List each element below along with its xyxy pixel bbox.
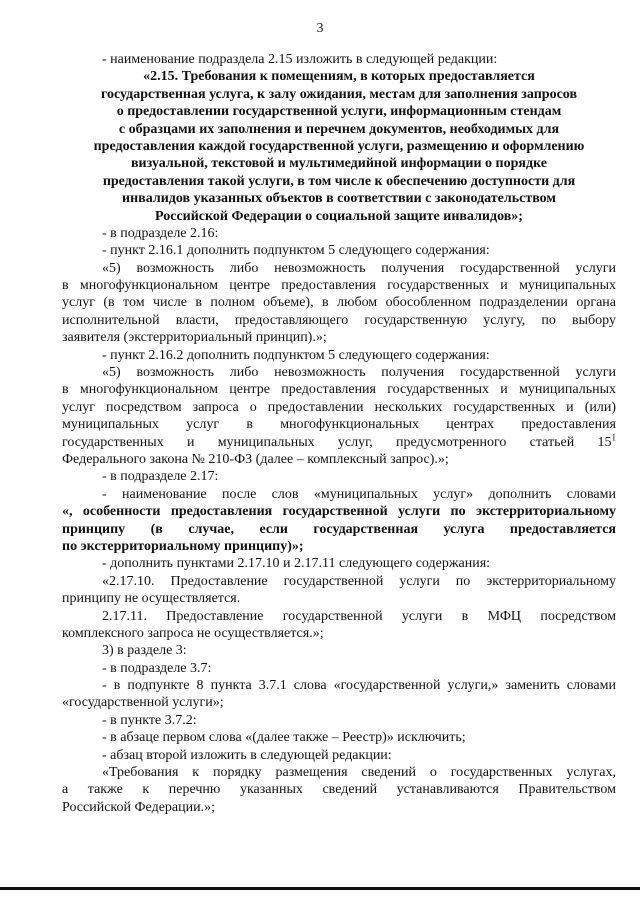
text-line-content: услуг (в том числе в полном объеме), в любом обособленном подразделении органа [62, 295, 616, 311]
text-line-content: в многофункциональном центре предоставления государственных и муниципальных [62, 382, 616, 398]
text-line [62, 451, 616, 468]
text-line [62, 521, 616, 538]
text-line-content: «2.17.10. Предоставление государственной услуги по экстерриториальному [102, 573, 616, 589]
text-line-content: - в абзаце первом слова «(далее также – Реестр)» исключить; [102, 730, 466, 746]
text-line [62, 431, 616, 451]
text-line [62, 625, 616, 642]
text-line-content: муниципальных услуг в многофункциональных центрах предоставления [62, 417, 616, 433]
text-line [62, 364, 616, 381]
text-line [62, 312, 616, 329]
text-line-content: Федерального закона № 210-ФЗ (далее – комплексный запрос).»; [62, 451, 449, 467]
text-line-content: 2.17.11. Предоставление государственной услуги в МФЦ посредством [102, 608, 616, 624]
text-line-content: принципу (в случае, если государственная услуга предоставляется [62, 521, 616, 537]
text-line-content: - наименование после слов «муниципальных услуг» дополнить словами [102, 486, 616, 502]
text-line-content: «5) возможность либо невозможность получения государственной услуги [102, 260, 616, 276]
text-line-content: - наименование подраздела 2.15 изложить в следующей редакции: [102, 52, 498, 67]
text-line [62, 573, 616, 590]
text-line [62, 677, 616, 694]
text-line-content: комплексного запроса не осуществляется.»; [62, 625, 324, 641]
page-number: 3 [316, 21, 324, 36]
text-line [62, 103, 616, 120]
text-line [62, 190, 616, 207]
text-line [62, 747, 616, 764]
text-line [62, 660, 616, 677]
text-line [62, 590, 616, 607]
text-line [62, 416, 616, 433]
text-line [62, 642, 616, 659]
text-line-content: по экстерриториальному принципу)»; [62, 538, 304, 554]
text-line-content: - в пункте 3.7.2: [102, 712, 197, 728]
text-line-content: - в подразделе 2.16: [102, 225, 219, 241]
text-line-content: - дополнить пунктами 2.17.10 и 2.17.11 следующего содержания: [102, 556, 491, 572]
text-line [62, 68, 616, 85]
text-line [62, 138, 616, 155]
text-line [62, 468, 616, 485]
text-line [62, 399, 616, 416]
text-line-content: предоставления каждой государственной услуги, размещению и оформлению [93, 138, 585, 154]
text-line [62, 764, 616, 781]
text-line-content: - абзац второй изложить в следующей редакции: [102, 747, 392, 763]
text-line [62, 51, 616, 68]
text-line [62, 712, 616, 729]
text-line [62, 225, 616, 242]
text-line [62, 781, 616, 798]
text-line-content: с образцами их заполнения и перечнем документов, необходимых для [118, 121, 560, 137]
text-line [62, 729, 616, 746]
text-line [62, 277, 616, 294]
text-line [62, 486, 616, 503]
document-body [62, 51, 616, 816]
text-line-content: - в подпункте 8 пункта 3.7.1 слова «государственной услуги,» заменить словами [102, 678, 616, 694]
superscript: 1 [611, 431, 616, 442]
text-line-content: услуг посредством запроса о предоставлении нескольких государственных и (или) [62, 399, 616, 415]
text-line [62, 694, 616, 711]
text-line-content: визуальной, текстовой и мультимедийной информации о порядке [131, 156, 547, 172]
text-line-content: заявителя (экстерриториальный принцип).»; [62, 330, 327, 346]
text-line [62, 86, 616, 103]
text-line-content: - пункт 2.16.2 дополнить подпунктом 5 следующего содержания: [102, 347, 490, 363]
text-line-content: а также к перечню указанных сведений устанавливаются Правительством [62, 782, 616, 798]
scan-bottom-rule [0, 887, 640, 890]
text-line-content: Российской Федерации о социальной защите инвалидов»; [155, 208, 523, 224]
text-line [62, 121, 616, 138]
text-line [62, 173, 616, 190]
text-line-content: инвалидов указанных объектов в соответствии с законодательством [122, 191, 556, 207]
text-line-content: в многофункциональном центре предоставления государственных и муниципальных [62, 278, 616, 294]
text-line [62, 555, 616, 572]
text-line-content: «Требования к порядку размещения сведений о государственных услугах, [102, 765, 616, 781]
text-line [62, 242, 616, 259]
text-line-content: «2.15. Требования к помещениям, в которых предоставляется [143, 69, 535, 85]
text-line [62, 799, 616, 816]
text-line-content: государственная услуга, к залу ожидания, местам для заполнения запросов [100, 86, 578, 102]
text-line-content: 3) в разделе 3: [102, 643, 187, 659]
text-line [62, 260, 616, 277]
text-line [62, 347, 616, 364]
text-line [62, 294, 616, 311]
text-line [62, 208, 616, 225]
text-line-content: «5) возможность либо невозможность получения государственной услуги [102, 365, 616, 381]
text-line-content: «государственной услуги»; [62, 695, 224, 711]
text-line-content: - пункт 2.16.1 дополнить подпунктом 5 следующего содержания: [102, 243, 490, 259]
text-line-content: - в подразделе 2.17: [102, 469, 219, 485]
text-line-content: государственных и муниципальных услуг, предусмотренного статьей 15 [62, 434, 612, 450]
text-line [62, 608, 616, 625]
text-line [62, 503, 616, 520]
text-line-content: «, особенности предоставления государственной услуги по экстерриториальному [62, 504, 616, 520]
text-line [62, 329, 616, 346]
text-line-content: принципу не осуществляется. [62, 591, 241, 607]
text-line-content: - в подразделе 3.7: [102, 660, 212, 676]
text-line [62, 381, 616, 398]
text-line [62, 538, 616, 555]
text-line-content: Российской Федерации.»; [62, 799, 216, 815]
text-line-content: исполнительной власти, предоставляющего государственную услугу, по выбору [62, 312, 616, 328]
text-line-content: о предоставлении государственной услуги, информационным стендам [116, 104, 562, 120]
text-line-content: предоставления такой услуги, в том числе к обеспечению доступности для [102, 173, 576, 189]
text-line [62, 155, 616, 172]
